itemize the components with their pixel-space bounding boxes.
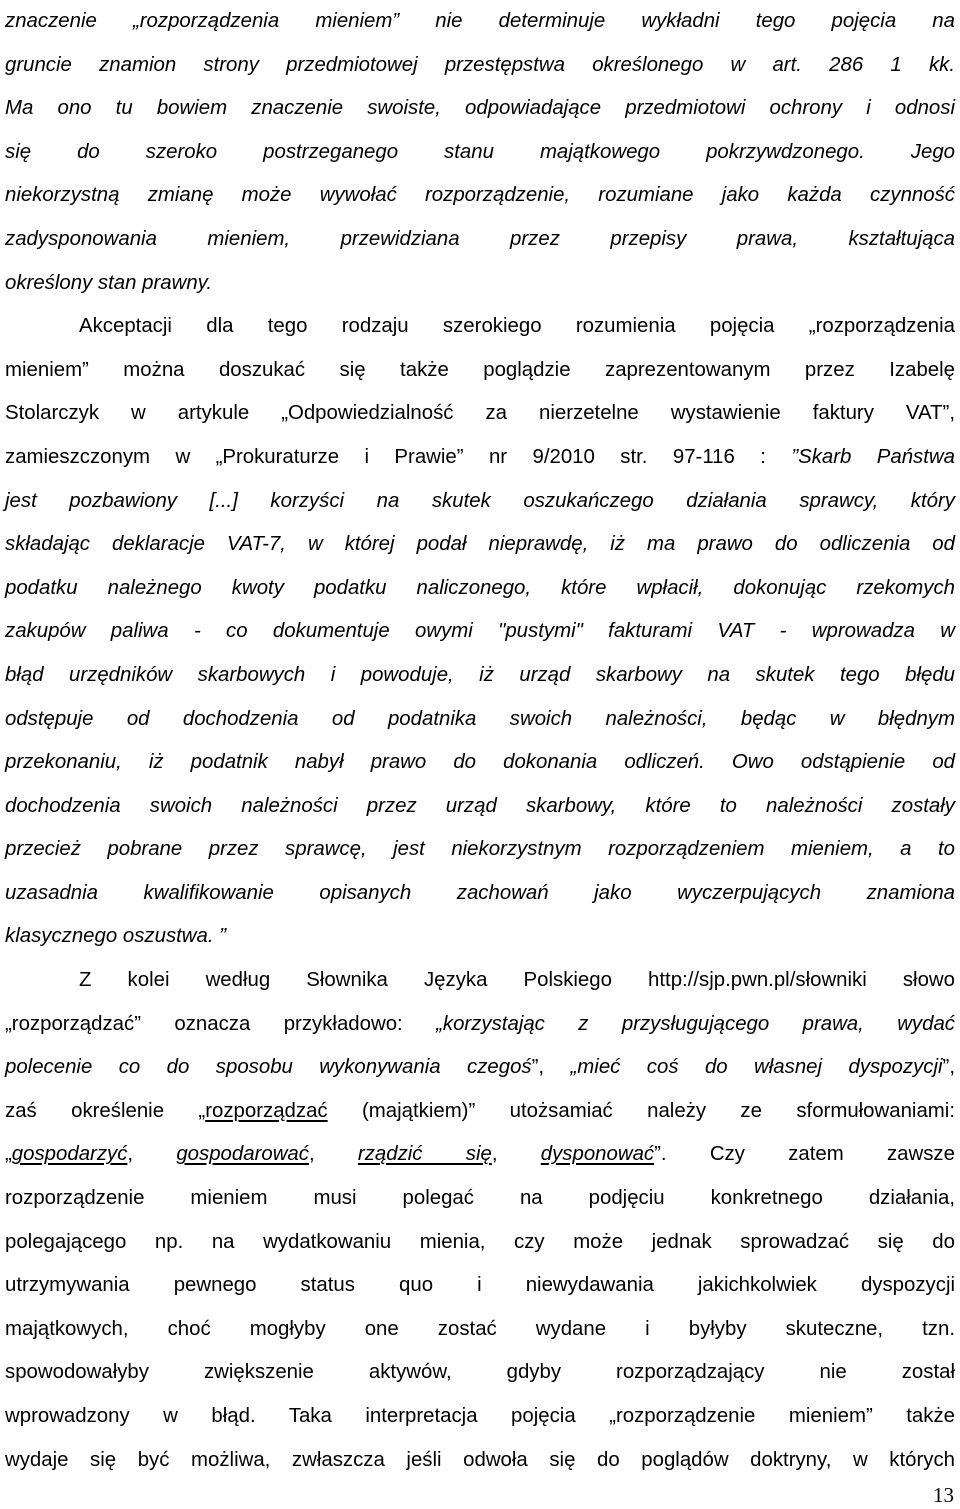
text-segment: się do szeroko postrzeganego stanu majątkowego pokrzywdzonego. Jego [5, 140, 955, 163]
text-line [5, 480, 955, 524]
text-segment: jest pozbawiony [...] korzyści na skutek oszukańczego działania sprawcy, który [5, 489, 955, 512]
text-line [5, 0, 955, 44]
text-segment: polecenie co do sposobu wykonywania czegoś [5, 1056, 532, 1079]
underlined-term: rządzić się [357, 1143, 492, 1166]
text-line [5, 262, 955, 306]
text-line [5, 785, 955, 829]
text-segment: ”, [531, 1056, 571, 1079]
text-segment: „rozporządzać” oznacza przykładowo: [5, 1012, 437, 1035]
underlined-term: gospodarować [176, 1143, 309, 1166]
text-segment: majątkowych, choć mogłyby one zostać wydane i byłyby skuteczne, tzn. [5, 1317, 955, 1340]
text-segment: ”, [942, 1056, 956, 1079]
text-line [5, 1090, 955, 1134]
text-segment: polegającego np. na wydatkowaniu mienia, czy może jednak sprowadzać się do [5, 1230, 955, 1253]
text-segment: zadysponowania mieniem, przewidziana przez przepisy prawa, kształtująca [5, 227, 955, 250]
text-line [5, 174, 955, 218]
text-line [5, 698, 955, 742]
text-segment: błąd urzędników skarbowych i powoduje, iż urząd skarbowy na skutek tego błędu [5, 663, 955, 686]
page-number: 13 [933, 1483, 954, 1507]
underlined-term: rozporządzać [205, 1099, 328, 1122]
text-line [5, 392, 955, 436]
document-body [5, 0, 955, 1482]
text-line [5, 1221, 955, 1265]
text-line [5, 87, 955, 131]
text-line [5, 523, 955, 567]
text-line [5, 1264, 955, 1308]
text-line [5, 959, 955, 1003]
text-segment: , [127, 1143, 177, 1166]
text-line [5, 436, 955, 480]
text-segment: zamieszczonym w „Prokuraturze i Prawie” nr 9/2010 str. 97-116 : [5, 445, 792, 468]
text-segment: utrzymywania pewnego status quo i niewydawania jakichkolwiek dyspozycji [5, 1274, 955, 1297]
text-segment: przekonaniu, iż podatnik nabył prawo do dokonania odliczeń. Owo odstąpienie od [5, 751, 955, 774]
text-segment: klasycznego oszustwa. ” [5, 925, 226, 948]
text-segment: zakupów paliwa - co dokumentuje owymi "pustymi" fakturami VAT - wprowadza w [5, 620, 955, 643]
text-segment: „mieć coś do własnej dyspozycji [570, 1056, 943, 1079]
text-segment: spowodowałyby zwiększenie aktywów, gdyby rozporządzający nie został [5, 1361, 955, 1384]
text-line [5, 1003, 955, 1047]
text-segment: wydaje się być możliwa, zwłaszcza jeśli odwoła się do poglądów doktryny, w których [5, 1448, 955, 1471]
text-line [5, 305, 955, 349]
text-segment: ”Skarb Państwa [791, 445, 955, 468]
text-segment: Z kolei według Słownika Języka Polskiego http://sjp.pwn.pl/słowniki słowo [79, 969, 955, 992]
text-segment: Akceptacji dla tego rodzaju szerokiego rozumienia pojęcia „rozporządzenia [79, 315, 955, 338]
underlined-term: dysponować [540, 1143, 655, 1166]
text-line [5, 1046, 955, 1090]
text-line [5, 567, 955, 611]
text-segment: dochodzenia swoich należności przez urząd skarbowy, które to należności zostały [5, 794, 955, 817]
text-segment: zaś określenie „ [5, 1099, 206, 1122]
text-line [5, 610, 955, 654]
text-line [5, 828, 955, 872]
underlined-term: gospodarzyć [11, 1143, 128, 1166]
text-segment: rozporządzenie mieniem musi polegać na podjęciu konkretnego działania, [5, 1187, 955, 1210]
text-segment: przecież pobrane przez sprawcę, jest niekorzystnym rozporządzeniem mieniem, a to [5, 838, 955, 861]
text-line [5, 218, 955, 262]
text-segment: podatku należnego kwoty podatku naliczonego, które wpłacił, dokonując rzekomych [5, 576, 955, 599]
text-segment: wprowadzony w błąd. Taka interpretacja pojęcia „rozporządzenie mieniem” także [5, 1405, 955, 1427]
text-segment: „korzystając z przysługującego prawa, wydać [436, 1012, 955, 1035]
text-segment: określony stan prawny. [5, 271, 213, 294]
text-segment: Stolarczyk w artykule „Odpowiedzialność za nierzetelne wystawienie faktury VAT”, [5, 402, 955, 425]
text-segment: ”. Czy zatem zawsze [654, 1143, 955, 1166]
text-line [5, 915, 955, 959]
text-segment: odstępuje od dochodzenia od podatnika swoich należności, będąc w błędnym [5, 707, 955, 730]
text-line [5, 654, 955, 698]
text-segment: niekorzystną zmianę może wywołać rozporządzenie, rozumiane jako każda czynność [5, 184, 955, 207]
text-line [5, 872, 955, 916]
text-segment: składając deklaracje VAT-7, w której podał nieprawdę, iż ma prawo do odliczenia od [5, 533, 955, 556]
text-line [5, 1439, 955, 1483]
text-segment: mieniem” można doszukać się także poglądzie zaprezentowanym przez Izabelę [5, 358, 955, 381]
text-segment: „ [5, 1143, 12, 1166]
text-segment: uzasadnia kwalifikowanie opisanych zachowań jako wyczerpujących znamiona [5, 881, 955, 904]
text-line [5, 131, 955, 175]
text-segment: Ma ono tu bowiem znaczenie swoiste, odpowiadające przedmiotowi ochrony i odnosi [5, 97, 955, 120]
text-line [5, 349, 955, 393]
text-line [5, 44, 955, 88]
text-segment: (majątkiem)” utożsamiać należy ze sformułowaniami: [327, 1099, 955, 1122]
text-line [5, 1308, 955, 1352]
text-line [5, 1395, 955, 1439]
text-segment: gruncie znamion strony przedmiotowej przestępstwa określonego w art. 286 1 kk. [5, 53, 955, 76]
text-line [5, 1351, 955, 1395]
text-line [5, 741, 955, 785]
text-line [5, 1133, 955, 1177]
text-segment: znaczenie „rozporządzenia mieniem” nie determinuje wykładni tego pojęcia na [5, 10, 955, 32]
text-segment: , [308, 1143, 358, 1166]
text-segment: , [491, 1143, 541, 1166]
text-line [5, 1177, 955, 1221]
